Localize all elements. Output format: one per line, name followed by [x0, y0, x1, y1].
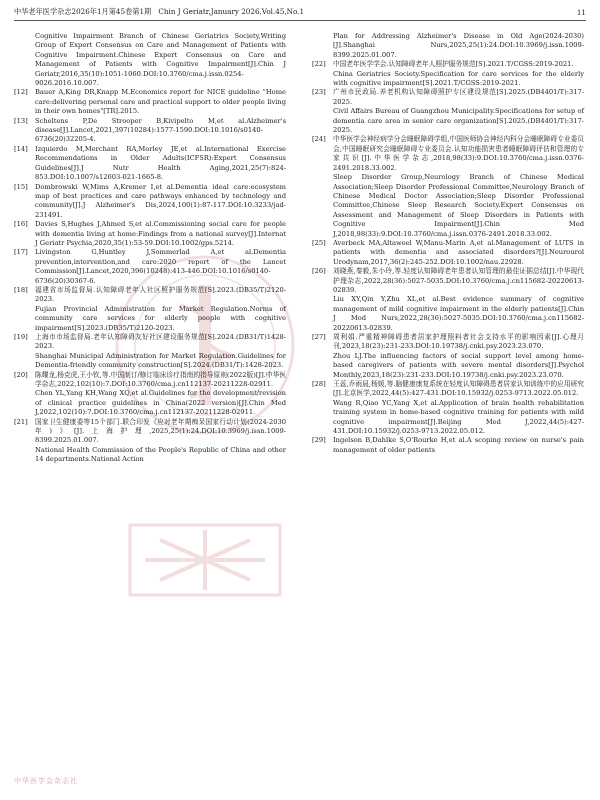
- reference-entry: [312, 60, 584, 88]
- reference-number: [14]: [14, 144, 28, 153]
- reference-entry: [14, 183, 286, 221]
- reference-number: [21]: [14, 417, 28, 426]
- reference-entry: [312, 88, 584, 135]
- reference-number: [27]: [312, 333, 326, 341]
- reference-continuation: [35, 32, 286, 88]
- reference-text: Sleep Disorder Group,Neurology Branch of Chinese Medical Association;Sleep Disorder Professional Committee,Neurology Branch of Chinese Medical Doctor Association;Sleep Disorder Professional Committee,Chinese Sleep Research Society.Expert Consensus on Assessment and Management of Sleep Disorders in Patients with Cognitive Impairment[J].Chin Med J,2018,98(33):9.DOI:10.3760/cma.j.issn.0376-2491.2018.33.002.: [333, 173, 584, 238]
- reference-body: [35, 117, 286, 145]
- reference-body: [333, 380, 584, 436]
- reference-text: Cognitive Impairment Branch of Chinese Geriatrics Society,Writing Group of Expert Consensus on Care and Management of Patients with Cognitive Impairment.Chinese Expert Consensus on Care and Management of Patients with Cognitive Impairment[J].Chin J Geriatr,2016,35(10):1051-1060.DOI:10.3760/cma.j.issn.0254-9026.2016.10.007.: [35, 32, 286, 88]
- reference-body: [333, 267, 584, 333]
- reference-text: China Geriatrics Society.Specification for care services for the elderly with cognitive impairment[S].2021.T/CGSS:2019-2021.: [333, 69, 584, 88]
- reference-number: [12]: [14, 88, 28, 97]
- reference-number: [24]: [312, 135, 326, 144]
- reference-text: Ingelson B,Dahlke S,O'Rourke H,et al.A scoping review on nurse's pain management of older patients: [333, 436, 584, 454]
- reference-body: [333, 436, 584, 455]
- reference-entry: [14, 286, 286, 333]
- reference-text: 王蕊,乔雨晨,杨媛,等.脑健康康复系统在轻度认知障碍患者居家认知训练中的应用研究[J].北京医学,2022,44(5):427-431.DOI:10.15932/j.0253-9713.2022.05.012.: [333, 380, 584, 398]
- reference-body: [333, 60, 584, 88]
- reference-text: Wang R,Qiao YC,Yang X,et al.Application of brain health rehabilitation training system in home-based cognitive training for patients with mild cognitive impairment[J].Beijing Med J,2022,44(5):427-431.DOI:10.15932/j.0253-9713.2022.05.012.: [333, 398, 584, 436]
- reference-number: [16]: [14, 220, 28, 229]
- reference-entry: [14, 88, 286, 116]
- reference-number: [23]: [312, 88, 326, 97]
- reference-body: [333, 135, 584, 238]
- reference-list: [312, 60, 584, 455]
- reference-entry: [14, 333, 286, 371]
- reference-text: 中华医学会神经病学分会睡眠障碍学组,中国医师协会神经内科分会睡眠障碍专业委员会,中国睡眠研究会睡眠障碍专业委员会.认知功能损害患者睡眠障碍评估和管理的专家共识[J].中华医学杂志,2018,98(33):9.DOI:10.3760/cma.j.issn.0376-2491.2018.33.002.: [333, 135, 584, 172]
- reference-text: 广州市民政局.养老机构认知障碍照护专区建设规范[S].2025.(DB4401/T):317-2025.: [333, 88, 584, 106]
- reference-text: Scheltens P,De Strooper B,Kivipelto M,et al.Alzheimer's disease[J].Lancet,2021,397(10284):1577-1590.DOI:10.1016/s0140-6736(20)32205-4.: [35, 116, 286, 144]
- reference-body: [35, 183, 286, 221]
- reference-entry: [312, 380, 584, 436]
- publisher-logo: [14, 776, 78, 786]
- reference-entry: [14, 145, 286, 183]
- reference-text: 上海市市场监督局.老年认知障碍友好社区建设服务规范[S].2024.(DB31/T)1428-2023.: [35, 333, 286, 351]
- reference-entry: [312, 333, 584, 380]
- reference-text: Zhou LJ.The influencing factors of social support level among home-based caregivers of patients with severe mental disorders[J].Psychol Monthly,2023,18(23):231-233.DOI:10.19738/j.cnki.psy.2023.23.070.: [333, 351, 584, 379]
- reference-body: [35, 88, 286, 116]
- reference-entry: [14, 117, 286, 145]
- reference-text: Izquierdo M,Merchant RA,Morley JE,et al.International Exercise Recommendations in Older Adults(ICFSR):Expert Consensus Guidelines[J].J Nutr Health Aging,2021,25(7):824-853.DOI:10.1007/s12603-021-1665-8.: [35, 144, 286, 182]
- reference-number: [22]: [312, 60, 326, 69]
- reference-entry: [312, 239, 584, 267]
- reference-text: 刘晓燕,秦毅,朱小玲,等.轻度认知障碍老年患者认知管理的最佳证据总结[J].中华现代护理杂志,2022,28(36):5027-5035.DOI:10.3760/cma.j.cn115682-20220613-02839.: [333, 267, 584, 294]
- reference-body: [333, 333, 584, 380]
- reference-continuation: [333, 32, 584, 60]
- reference-number: [18]: [14, 285, 28, 294]
- reference-list: [14, 88, 286, 464]
- reference-text: 周利娟.严重精神障碍患者居家护理照料者社会支持水平的影响因素[J].心理月刊,2023,18(23):231-233.DOI:10.19738/j.cnki.psy.2023.23.070.: [333, 333, 584, 351]
- reference-entry: [14, 418, 286, 465]
- reference-entry: [14, 248, 286, 286]
- reference-entry: [14, 371, 286, 418]
- reference-text: Fujian Provincial Administration for Market Regulation.Norms of community care services for elderly people with cognitive impairment[S].2023.(DB35/T)2120-2023.: [35, 304, 286, 332]
- reference-number: [17]: [14, 248, 28, 257]
- reference-text: National Health Commission of the People's Republic of China and other 14 departments.National Action: [35, 445, 286, 464]
- reference-text: Shanghai Municipal Administration for Market Regulation.Guidelines for Dementia-friendly community construction[S].2024.(DB31/T):1428-2023.: [35, 351, 286, 370]
- publisher-logo-text: 中华医学会杂志社: [14, 777, 78, 785]
- reference-entry: [312, 267, 584, 333]
- reference-text: 陈耀龙,杨克虎,王小钦,等.中国制订/修订临床诊疗指南的指导原则(2022版)[J].中华医学杂志,2022,102(10):7.DOI:10.3760/cma.j.cn112137-20211228-02911.: [35, 370, 286, 389]
- reference-text: Liu XY,Qin Y,Zhu XL,et al.Best evidence summary of cognitive management of mild cognitive impairment in the elderly patients[J].Chin J Mod Nurs,2022,28(36):5027-5035.DOI:10.3760/cma.j.cn115682-20220613-02839.: [333, 295, 584, 332]
- journal-citation: 中华老年医学杂志2026年1月第45卷第1期 Chin J Geriatr,January 2026,Vol.45,No.1: [14, 7, 305, 16]
- reference-body: [35, 248, 286, 286]
- reference-body: [333, 239, 584, 267]
- left-column: [14, 32, 286, 465]
- reference-number: [15]: [14, 182, 28, 191]
- reference-body: [333, 88, 584, 135]
- reference-text: Averbeck MA,Altaweel W,Manu-Marin A,et al.Management of LUTS in patients with dementia and associated disorders?[J].Neurourol Urodynam,2017,36(2):245-252.DOI:10.1002/nau.22928.: [333, 238, 584, 266]
- reference-number: [28]: [312, 380, 326, 389]
- reference-text: 福建省市场监督局.认知障碍老年人社区照护服务规范[S].2023.(DB35/T)2120-2023.: [35, 285, 286, 304]
- page-number: 11: [576, 7, 586, 17]
- reference-text: Davies S,Hughes J,Ahmed S,et al.Commissioning social care for people with dementia living at home:Findings from a national survey[J].Internat J Geriatr Psychia,2020,35(1):53-59.DOI:10.1002/gps.5214.: [35, 220, 286, 247]
- reference-text: Bauer A,King DR,Knapp M.Economics report for NICE guideline "Home care:delivering personal care and practical support to older people living in their own homes"[TR].2015.: [35, 88, 286, 116]
- reference-body: [35, 418, 286, 465]
- reference-number: [25]: [312, 238, 326, 247]
- reference-number: [26]: [312, 267, 326, 276]
- reference-body: [35, 286, 286, 333]
- reference-number: [29]: [312, 436, 326, 445]
- reference-text: Livingston G,Huntley J,Sommerlad A,et al.Dementia prevention,intervention,and care:2020 report of the Lancet Commission[J].Lancet,2020,396(10248):413-446.DOI:10.1016/s0140-6736(20)30367-6.: [35, 248, 286, 285]
- reference-text: 国家卫生健康委等15个部门.联合印发《应对老年期痴呆国家行动计划(2024-2030年)》[J].上海护理,2025,25(1):24.DOI:10.3969/j.issn.1009-8399.2025.01.007.: [35, 417, 286, 445]
- reference-number: [19]: [14, 333, 28, 341]
- reference-text: 中国老年医学学会.认知障碍老年人照护服务规范[S].2021.T/CGSS:2019-2021.: [333, 60, 574, 69]
- reference-body: [35, 145, 286, 183]
- reference-entry: [14, 220, 286, 248]
- reference-number: [13]: [14, 116, 28, 125]
- reference-text: Dombrowski W,Mims A,Kremer I,et al.Dementia ideal care:ecosystem map of best practices and care pathways enhanced by technology and community[J].J Alzheimer's Dis,2024,100(1):87-117.DOI:10.3233/jad-231491.: [35, 182, 286, 219]
- right-column: [312, 32, 584, 455]
- reference-text: Chen YL,Yang KH,Wang XQ,et al.Guidelines for the development/revision of clinical practice guidelines in China(2022 version)[J].Chin Med J,2022,102(10):7.DOI:10.3760/cma.j.cn112137-20211228-02911.: [35, 389, 286, 417]
- running-header: [14, 5, 586, 19]
- reference-body: [35, 371, 286, 418]
- reference-text: Plan for Addressing Alzheimer's Disease in Old Age(2024-2030)[J].Shanghai Nurs,2025,25(1):24.DOI:10.3969/j.issn.1009-8399.2025.01.007.: [333, 32, 584, 59]
- reference-entry: [312, 135, 584, 238]
- reference-body: [35, 220, 286, 248]
- reference-body: [35, 333, 286, 371]
- reference-text: Civil Affairs Bureau of Guangzhou Municipality.Specifications for setup of dementia care area in senior care organization[S].2025.(DB4401/T):317-2025.: [333, 107, 584, 135]
- reference-entry: [312, 436, 584, 455]
- header-rule: [14, 20, 586, 21]
- reference-number: [20]: [14, 370, 28, 379]
